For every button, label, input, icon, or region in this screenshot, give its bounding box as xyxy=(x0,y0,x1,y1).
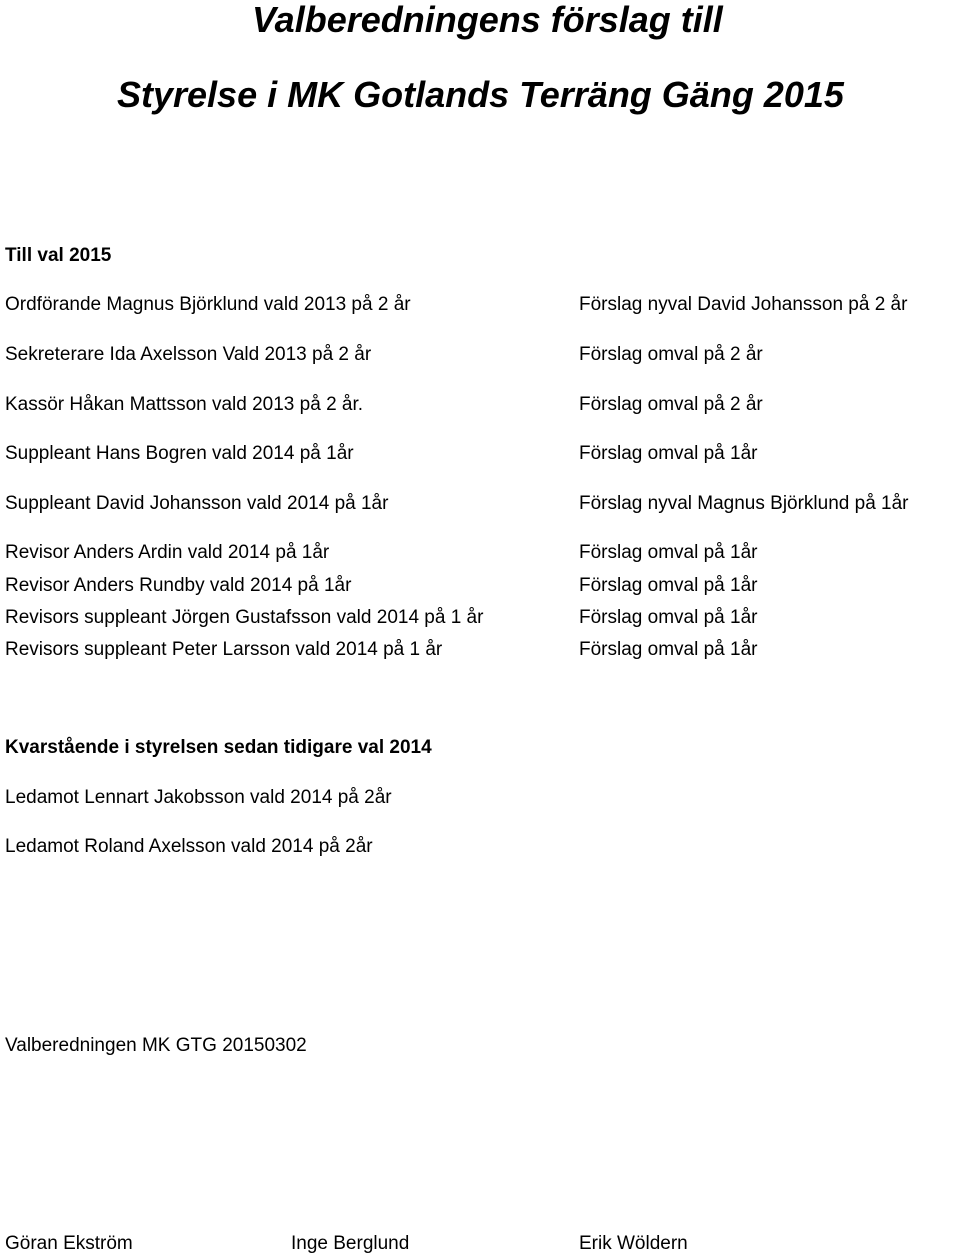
member-row: Revisors suppleant Jörgen Gustafsson vald 2014 på 1 år xyxy=(5,607,484,628)
member-row: Revisors suppleant Peter Larsson vald 2014 på 1 år xyxy=(5,639,443,660)
proposal-row: Förslag omval på 1år xyxy=(579,575,758,596)
remaining-item: Ledamot Roland Axelsson vald 2014 på 2år xyxy=(5,836,373,857)
remaining-heading: Kvarstående i styrelsen sedan tidigare val 2014 xyxy=(5,737,432,758)
proposal-row: Förslag omval på 1år xyxy=(579,443,758,464)
page-title-line-1: Valberedningens förslag till xyxy=(252,0,723,40)
proposal-row: Förslag omval på 2 år xyxy=(579,394,763,415)
proposal-row: Förslag omval på 1år xyxy=(579,639,758,660)
remaining-item: Ledamot Lennart Jakobsson vald 2014 på 2år xyxy=(5,787,392,808)
member-row: Kassör Håkan Mattsson vald 2013 på 2 år. xyxy=(5,394,364,415)
member-row: Ordförande Magnus Björklund vald 2013 på 2 år xyxy=(5,294,411,315)
sign-off: Valberedningen MK GTG 20150302 xyxy=(5,1035,307,1056)
signatory-name: Erik Wöldern xyxy=(579,1233,688,1254)
proposal-row: Förslag nyval Magnus Björklund på 1år xyxy=(579,493,909,514)
proposal-row: Förslag omval på 1år xyxy=(579,542,758,563)
signatory-name: Inge Berglund xyxy=(291,1233,410,1254)
member-row: Revisor Anders Ardin vald 2014 på 1år xyxy=(5,542,330,563)
member-row: Suppleant David Johansson vald 2014 på 1år xyxy=(5,493,389,514)
member-row: Sekreterare Ida Axelsson Vald 2013 på 2 år xyxy=(5,344,372,365)
signatory-name: Göran Ekström xyxy=(5,1233,133,1254)
page-title-line-2: Styrelse i MK Gotlands Terräng Gäng 2015 xyxy=(117,74,844,115)
member-row: Revisor Anders Rundby vald 2014 på 1år xyxy=(5,575,352,596)
proposal-row: Förslag nyval David Johansson på 2 år xyxy=(579,294,908,315)
member-row: Suppleant Hans Bogren vald 2014 på 1år xyxy=(5,443,354,464)
proposal-row: Förslag omval på 2 år xyxy=(579,344,763,365)
election-heading: Till val 2015 xyxy=(5,245,112,266)
proposal-row: Förslag omval på 1år xyxy=(579,607,758,628)
